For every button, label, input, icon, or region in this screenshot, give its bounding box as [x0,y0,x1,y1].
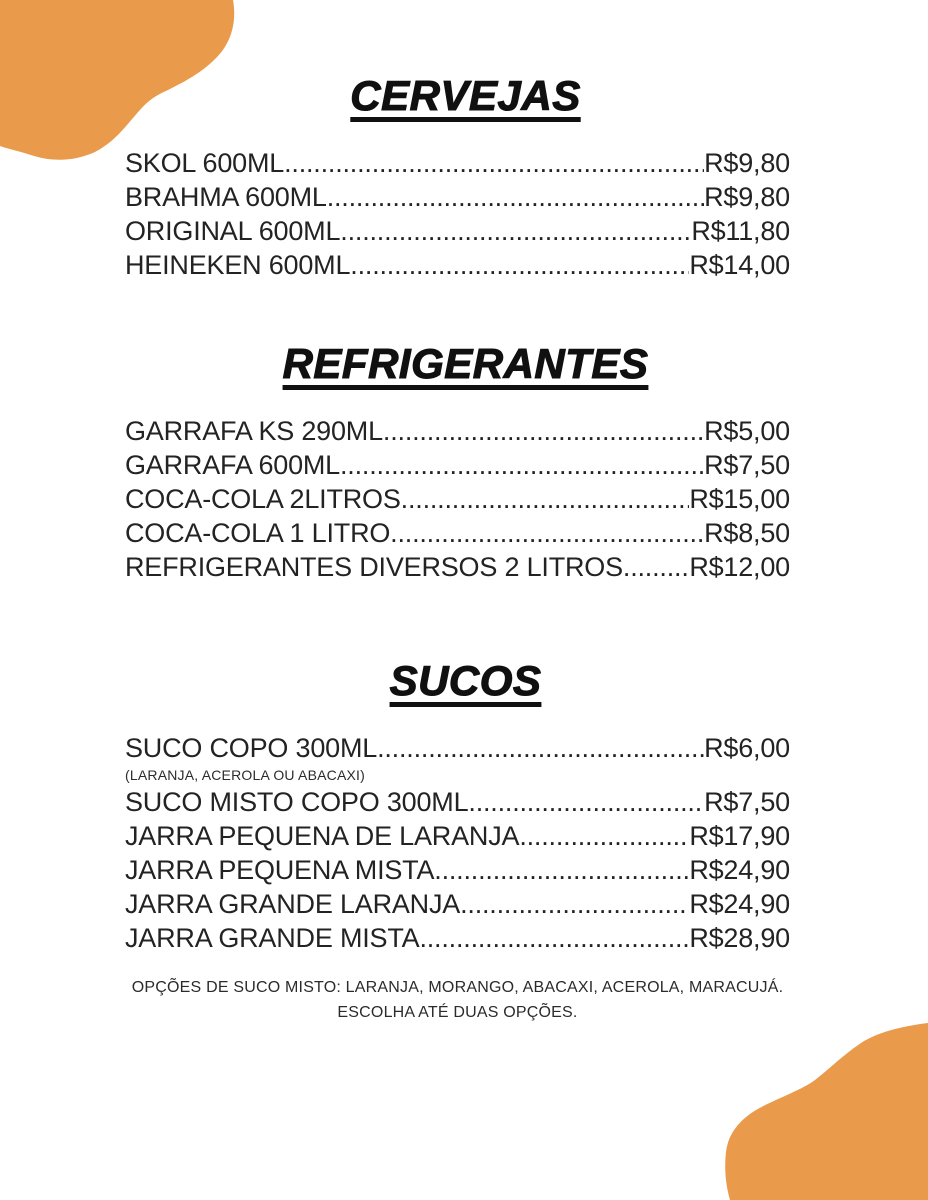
menu-item-row [125,785,790,819]
item-price: R$24,90 [689,889,790,919]
section-title-text: CERVEJAS [350,72,581,119]
menu-item-row [125,550,790,584]
item-price: R$8,50 [704,518,790,548]
item-price: R$7,50 [704,450,790,480]
menu-content [125,0,790,1025]
section-title-sucos [133,658,798,704]
menu-item-row [125,921,790,955]
section-cervejas [125,73,790,282]
section-title-refrigerantes [133,341,798,387]
item-price: R$9,80 [704,148,790,178]
item-name: ORIGINAL 600ML [125,216,341,246]
orange-blob-bottom-right-icon [718,1020,928,1200]
menu-item-row [125,482,790,516]
menu-item-row [125,819,790,853]
footer-note-line2: ESCOLHA ATÉ DUAS OPÇÕES. [337,1004,578,1021]
dotted-leader [383,414,704,448]
item-price: R$14,00 [689,250,790,280]
section-refrigerantes [125,341,790,584]
item-price: R$5,00 [704,416,790,446]
item-name: GARRAFA KS 290ML [125,416,383,446]
item-name: SKOL 600ML [125,148,285,178]
dotted-leader [460,887,689,921]
menu-item-row [125,448,790,482]
item-price: R$7,50 [704,787,790,817]
item-list-sucos [125,731,790,955]
menu-item-row [125,214,790,248]
item-name: COCA-COLA 1 LITRO [125,518,391,548]
menu-item-row [125,248,790,282]
menu-item-row [125,146,790,180]
section-title-text: SUCOS [389,657,542,704]
item-price: R$24,90 [689,855,790,885]
item-list-refrigerantes [125,414,790,584]
menu-item-row [125,414,790,448]
item-name: JARRA GRANDE LARANJA [125,889,461,919]
item-name: SUCO COPO 300ML [125,733,378,763]
dotted-leader [327,180,704,214]
section-title-text: REFRIGERANTES [282,340,649,387]
item-price: R$12,00 [689,552,790,582]
dotted-leader [340,448,704,482]
item-name: GARRAFA 600ML [125,450,340,480]
item-price: R$9,80 [704,182,790,212]
dotted-leader [519,819,689,853]
item-price: R$28,90 [689,923,790,953]
item-name: BRAHMA 600ML [125,182,327,212]
item-name: SUCO MISTO COPO 300ML [125,787,469,817]
menu-item-row [125,731,790,765]
item-note: (LARANJA, ACEROLA OU ABACAXI) [125,767,365,783]
section-sucos [125,658,790,955]
dotted-leader [623,550,689,584]
dotted-leader [377,731,704,765]
item-list-cervejas [125,146,790,282]
dotted-leader [350,248,689,282]
menu-item-row [125,853,790,887]
menu-item-row [125,180,790,214]
section-title-cervejas [133,73,798,119]
dotted-leader [340,214,691,248]
footer-note-line1: OPÇÕES DE SUCO MISTO: LARANJA, MORANGO, ABACAXI, ACEROLA, MARACUJÁ. [131,979,784,996]
dotted-leader [468,785,704,819]
item-name: JARRA PEQUENA MISTA [125,855,435,885]
dotted-leader [401,482,690,516]
menu-item-row [125,887,790,921]
item-name: JARRA GRANDE MISTA [125,923,420,953]
item-name: COCA-COLA 2LITROS [125,484,401,514]
menu-item-row [125,516,790,550]
item-price: R$15,00 [689,484,790,514]
item-name: JARRA PEQUENA DE LARANJA [125,821,520,851]
item-name: REFRIGERANTES DIVERSOS 2 LITROS [125,552,623,582]
item-price: R$6,00 [704,733,790,763]
footer-note [125,975,790,1025]
dotted-leader [390,516,704,550]
dotted-leader [434,853,689,887]
item-price: R$11,80 [691,216,790,246]
item-name: HEINEKEN 600ML [125,250,351,280]
dotted-leader [284,146,704,180]
dotted-leader [419,921,689,955]
item-price: R$17,90 [689,821,790,851]
